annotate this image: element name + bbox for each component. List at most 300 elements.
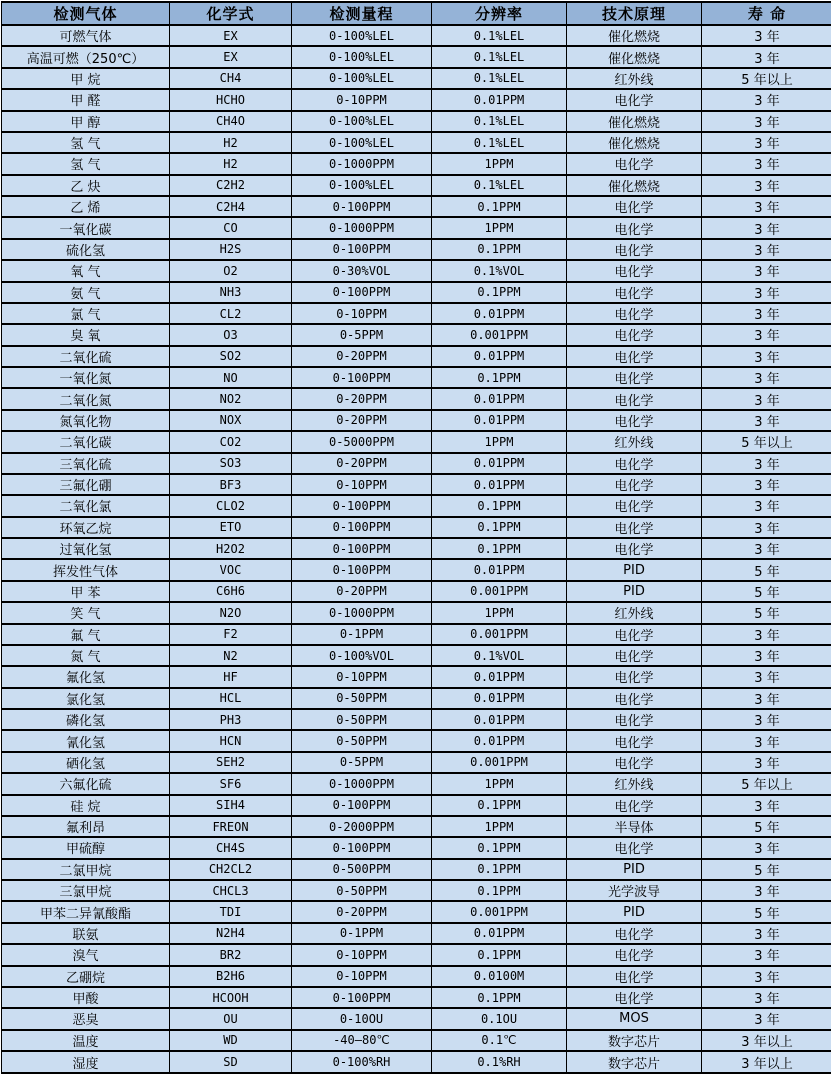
table-row: [2, 859, 831, 880]
cell-range: 0-30%VOL: [292, 260, 432, 281]
cell-formula: EX: [170, 25, 292, 46]
cell-principle: 电化学: [567, 282, 702, 303]
cell-formula: SO3: [170, 453, 292, 474]
cell-gas: 联氨: [2, 923, 170, 944]
cell-resolution: 0.1%LEL: [432, 111, 567, 132]
cell-gas: 溴气: [2, 944, 170, 965]
cell-principle: PID: [567, 559, 702, 580]
table-row: [2, 538, 831, 559]
table-row: [2, 923, 831, 944]
table-row: [2, 709, 831, 730]
cell-range: 0-20PPM: [292, 581, 432, 602]
cell-range: 0-5PPM: [292, 324, 432, 345]
cell-principle: 数字芯片: [567, 1030, 702, 1051]
cell-principle: 电化学: [567, 923, 702, 944]
table-row: [2, 260, 831, 281]
cell-gas: 臭 氧: [2, 324, 170, 345]
cell-range: 0-100PPM: [292, 196, 432, 217]
cell-resolution: 0.1PPM: [432, 239, 567, 260]
cell-formula: SEH2: [170, 752, 292, 773]
table-row: [2, 1030, 831, 1051]
cell-principle: 电化学: [567, 89, 702, 110]
table-row: [2, 645, 831, 666]
cell-lifespan: 3 年: [702, 46, 831, 67]
cell-lifespan: 3 年: [702, 538, 831, 559]
cell-lifespan: 3 年: [702, 944, 831, 965]
cell-range: 0-10OU: [292, 1008, 432, 1029]
cell-principle: 红外线: [567, 602, 702, 623]
cell-gas: 一氧化氮: [2, 367, 170, 388]
cell-gas: 甲硫醇: [2, 837, 170, 858]
cell-gas: 环氧乙烷: [2, 517, 170, 538]
cell-lifespan: 3 年: [702, 688, 831, 709]
cell-principle: 电化学: [567, 538, 702, 559]
cell-range: 0-100%LEL: [292, 132, 432, 153]
table-row: [2, 111, 831, 132]
cell-lifespan: 5 年: [702, 602, 831, 623]
table-header-row: [2, 2, 831, 25]
cell-resolution: 0.1PPM: [432, 538, 567, 559]
cell-resolution: 0.01PPM: [432, 89, 567, 110]
cell-lifespan: 3 年: [702, 175, 831, 196]
cell-resolution: 0.01PPM: [432, 410, 567, 431]
cell-formula: C2H4: [170, 196, 292, 217]
cell-lifespan: 3 年: [702, 795, 831, 816]
cell-range: 0-10PPM: [292, 966, 432, 987]
cell-resolution: 0.001PPM: [432, 624, 567, 645]
table-row: [2, 837, 831, 858]
cell-gas: 甲苯二异氰酸酯: [2, 901, 170, 922]
cell-lifespan: 3 年: [702, 730, 831, 751]
cell-principle: 电化学: [567, 517, 702, 538]
cell-gas: 可燃气体: [2, 25, 170, 46]
cell-gas: 过氧化氢: [2, 538, 170, 559]
cell-formula: WD: [170, 1030, 292, 1051]
cell-principle: 电化学: [567, 752, 702, 773]
table-row: [2, 816, 831, 837]
table-row: [2, 132, 831, 153]
table-row: [2, 175, 831, 196]
header-cell-range: 检测量程: [292, 2, 432, 25]
cell-resolution: 0.01PPM: [432, 559, 567, 580]
cell-resolution: 1PPM: [432, 153, 567, 174]
cell-range: 0-100PPM: [292, 795, 432, 816]
cell-resolution: 0.01PPM: [432, 923, 567, 944]
table-row: [2, 217, 831, 238]
cell-range: 0-20PPM: [292, 346, 432, 367]
cell-range: 0-10PPM: [292, 944, 432, 965]
header-cell-principle: 技术原理: [567, 2, 702, 25]
cell-formula: O3: [170, 324, 292, 345]
cell-gas: 二氧化氯: [2, 495, 170, 516]
cell-principle: 半导体: [567, 816, 702, 837]
cell-formula: NO2: [170, 388, 292, 409]
cell-gas: 一氧化碳: [2, 217, 170, 238]
cell-range: 0-100%LEL: [292, 175, 432, 196]
cell-gas: 二氧化氮: [2, 388, 170, 409]
cell-gas: 乙 炔: [2, 175, 170, 196]
cell-range: 0-500PPM: [292, 859, 432, 880]
cell-principle: 催化燃烧: [567, 132, 702, 153]
cell-formula: H2: [170, 153, 292, 174]
cell-resolution: 0.1PPM: [432, 196, 567, 217]
table-row: [2, 453, 831, 474]
cell-principle: 电化学: [567, 495, 702, 516]
cell-formula: CH4S: [170, 837, 292, 858]
cell-gas: 氢 气: [2, 132, 170, 153]
cell-resolution: 0.01PPM: [432, 388, 567, 409]
table-row: [2, 730, 831, 751]
table-row: [2, 303, 831, 324]
cell-principle: MOS: [567, 1008, 702, 1029]
cell-principle: 电化学: [567, 709, 702, 730]
cell-range: 0-50PPM: [292, 688, 432, 709]
cell-lifespan: 3 年: [702, 987, 831, 1008]
cell-resolution: 0.01PPM: [432, 688, 567, 709]
cell-principle: 电化学: [567, 795, 702, 816]
cell-range: 0-20PPM: [292, 453, 432, 474]
cell-resolution: 0.1OU: [432, 1008, 567, 1029]
cell-formula: ETO: [170, 517, 292, 538]
cell-formula: C6H6: [170, 581, 292, 602]
cell-range: 0-50PPM: [292, 730, 432, 751]
cell-principle: 催化燃烧: [567, 46, 702, 67]
cell-lifespan: 3 年: [702, 111, 831, 132]
cell-resolution: 0.1PPM: [432, 987, 567, 1008]
table-row: [2, 581, 831, 602]
cell-lifespan: 3 年: [702, 709, 831, 730]
cell-resolution: 0.01PPM: [432, 730, 567, 751]
cell-lifespan: 3 年: [702, 132, 831, 153]
cell-formula: BR2: [170, 944, 292, 965]
cell-range: 0-1PPM: [292, 624, 432, 645]
cell-formula: BF3: [170, 474, 292, 495]
cell-gas: 温度: [2, 1030, 170, 1051]
cell-principle: 电化学: [567, 837, 702, 858]
cell-principle: PID: [567, 859, 702, 880]
cell-principle: 电化学: [567, 153, 702, 174]
cell-principle: 电化学: [567, 645, 702, 666]
cell-lifespan: 3 年: [702, 495, 831, 516]
cell-lifespan: 3 年: [702, 923, 831, 944]
cell-gas: 乙硼烷: [2, 966, 170, 987]
cell-gas: 氯化氢: [2, 688, 170, 709]
cell-gas: 磷化氢: [2, 709, 170, 730]
cell-formula: EX: [170, 46, 292, 67]
header-cell-resolution: 分辨率: [432, 2, 567, 25]
cell-lifespan: 3 年: [702, 880, 831, 901]
cell-principle: 电化学: [567, 260, 702, 281]
cell-gas: 湿度: [2, 1051, 170, 1073]
cell-gas: 氧 气: [2, 260, 170, 281]
cell-formula: CH4O: [170, 111, 292, 132]
table-row: [2, 68, 831, 89]
cell-lifespan: 5 年: [702, 859, 831, 880]
cell-principle: 电化学: [567, 730, 702, 751]
cell-gas: 恶臭: [2, 1008, 170, 1029]
cell-principle: 电化学: [567, 303, 702, 324]
cell-resolution: 0.1%LEL: [432, 46, 567, 67]
cell-gas: 六氟化硫: [2, 773, 170, 794]
cell-formula: HCN: [170, 730, 292, 751]
cell-lifespan: 3 年以上: [702, 1030, 831, 1051]
cell-resolution: 0.1PPM: [432, 517, 567, 538]
table-row: [2, 153, 831, 174]
cell-resolution: 0.001PPM: [432, 324, 567, 345]
cell-lifespan: 3 年: [702, 837, 831, 858]
cell-lifespan: 5 年: [702, 581, 831, 602]
cell-lifespan: 3 年以上: [702, 1051, 831, 1073]
cell-principle: 电化学: [567, 666, 702, 687]
header-cell-gas: 检测气体: [2, 2, 170, 25]
cell-lifespan: 3 年: [702, 324, 831, 345]
cell-principle: 电化学: [567, 474, 702, 495]
cell-gas: 氮 气: [2, 645, 170, 666]
cell-gas: 氟 气: [2, 624, 170, 645]
cell-resolution: 0.1%VOL: [432, 645, 567, 666]
cell-formula: N2H4: [170, 923, 292, 944]
cell-range: 0-100PPM: [292, 495, 432, 516]
cell-formula: CH4: [170, 68, 292, 89]
table-row: [2, 880, 831, 901]
cell-principle: 电化学: [567, 624, 702, 645]
cell-lifespan: 3 年: [702, 153, 831, 174]
cell-gas: 硫化氢: [2, 239, 170, 260]
cell-resolution: 1PPM: [432, 602, 567, 623]
table-row: [2, 410, 831, 431]
cell-principle: 催化燃烧: [567, 111, 702, 132]
cell-range: 0-100PPM: [292, 837, 432, 858]
cell-principle: 电化学: [567, 196, 702, 217]
cell-formula: HCHO: [170, 89, 292, 110]
cell-resolution: 0.01PPM: [432, 709, 567, 730]
cell-gas: 高温可燃（250℃）: [2, 46, 170, 67]
cell-lifespan: 3 年: [702, 196, 831, 217]
cell-formula: CHCL3: [170, 880, 292, 901]
table-row: [2, 46, 831, 67]
table-row: [2, 624, 831, 645]
cell-range: 0-100%LEL: [292, 25, 432, 46]
cell-principle: 电化学: [567, 966, 702, 987]
cell-resolution: 0.1PPM: [432, 282, 567, 303]
cell-range: 0-20PPM: [292, 388, 432, 409]
cell-range: 0-50PPM: [292, 709, 432, 730]
cell-principle: 电化学: [567, 388, 702, 409]
cell-lifespan: 5 年: [702, 816, 831, 837]
table-row: [2, 987, 831, 1008]
cell-formula: CL2: [170, 303, 292, 324]
cell-range: 0-100%LEL: [292, 46, 432, 67]
cell-range: 0-100PPM: [292, 987, 432, 1008]
table-row: [2, 388, 831, 409]
cell-principle: 电化学: [567, 688, 702, 709]
cell-range: 0-20PPM: [292, 410, 432, 431]
cell-range: 0-1000PPM: [292, 153, 432, 174]
cell-lifespan: 3 年: [702, 453, 831, 474]
cell-formula: OU: [170, 1008, 292, 1029]
table-row: [2, 944, 831, 965]
cell-resolution: 0.1PPM: [432, 795, 567, 816]
table-row: [2, 517, 831, 538]
cell-formula: TDI: [170, 901, 292, 922]
table-row: [2, 901, 831, 922]
cell-lifespan: 5 年: [702, 559, 831, 580]
cell-formula: F2: [170, 624, 292, 645]
cell-formula: CO: [170, 217, 292, 238]
cell-formula: HCL: [170, 688, 292, 709]
cell-resolution: 0.1%RH: [432, 1051, 567, 1073]
cell-principle: 电化学: [567, 346, 702, 367]
cell-range: 0-100PPM: [292, 282, 432, 303]
cell-principle: 红外线: [567, 773, 702, 794]
header-cell-lifespan: 寿 命: [702, 2, 831, 25]
cell-formula: SD: [170, 1051, 292, 1073]
cell-formula: C2H2: [170, 175, 292, 196]
cell-resolution: 0.1PPM: [432, 880, 567, 901]
cell-range: 0-100%LEL: [292, 111, 432, 132]
table-row: [2, 1008, 831, 1029]
cell-gas: 三氯甲烷: [2, 880, 170, 901]
cell-formula: SO2: [170, 346, 292, 367]
cell-resolution: 1PPM: [432, 217, 567, 238]
cell-formula: CLO2: [170, 495, 292, 516]
cell-range: 0-20PPM: [292, 901, 432, 922]
cell-principle: PID: [567, 581, 702, 602]
table-row: [2, 773, 831, 794]
cell-principle: 催化燃烧: [567, 175, 702, 196]
cell-resolution: 1PPM: [432, 816, 567, 837]
cell-range: 0-100PPM: [292, 538, 432, 559]
table-row: [2, 474, 831, 495]
cell-lifespan: 3 年: [702, 410, 831, 431]
cell-lifespan: 3 年: [702, 752, 831, 773]
cell-formula: SIH4: [170, 795, 292, 816]
cell-principle: 数字芯片: [567, 1051, 702, 1073]
cell-gas: 甲 烷: [2, 68, 170, 89]
cell-resolution: 0.1PPM: [432, 837, 567, 858]
cell-range: 0-1000PPM: [292, 602, 432, 623]
cell-resolution: 0.1%LEL: [432, 68, 567, 89]
cell-formula: NO: [170, 367, 292, 388]
cell-range: -40—80℃: [292, 1030, 432, 1051]
cell-principle: 电化学: [567, 239, 702, 260]
table-row: [2, 239, 831, 260]
table-row: [2, 602, 831, 623]
cell-range: 0-1PPM: [292, 923, 432, 944]
cell-range: 0-100PPM: [292, 517, 432, 538]
cell-range: 0-5000PPM: [292, 431, 432, 452]
cell-lifespan: 3 年: [702, 624, 831, 645]
cell-formula: VOC: [170, 559, 292, 580]
cell-principle: 电化学: [567, 453, 702, 474]
cell-lifespan: 5 年以上: [702, 773, 831, 794]
cell-lifespan: 3 年: [702, 645, 831, 666]
cell-formula: SF6: [170, 773, 292, 794]
cell-principle: 电化学: [567, 367, 702, 388]
cell-gas: 硅 烷: [2, 795, 170, 816]
cell-principle: 红外线: [567, 68, 702, 89]
cell-formula: H2: [170, 132, 292, 153]
cell-resolution: 0.001PPM: [432, 752, 567, 773]
cell-lifespan: 3 年: [702, 282, 831, 303]
cell-range: 0-1000PPM: [292, 217, 432, 238]
cell-resolution: 0.1℃: [432, 1030, 567, 1051]
cell-range: 0-100PPM: [292, 559, 432, 580]
cell-range: 0-100%LEL: [292, 68, 432, 89]
cell-range: 0-2000PPM: [292, 816, 432, 837]
cell-formula: N2: [170, 645, 292, 666]
cell-principle: 红外线: [567, 431, 702, 452]
cell-gas: 氢 气: [2, 153, 170, 174]
table-row: [2, 324, 831, 345]
cell-resolution: 0.1%VOL: [432, 260, 567, 281]
cell-gas: 二氧化硫: [2, 346, 170, 367]
cell-resolution: 0.1PPM: [432, 944, 567, 965]
cell-gas: 甲酸: [2, 987, 170, 1008]
cell-formula: N2O: [170, 602, 292, 623]
cell-range: 0-10PPM: [292, 666, 432, 687]
cell-resolution: 0.01PPM: [432, 346, 567, 367]
cell-gas: 硒化氢: [2, 752, 170, 773]
cell-gas: 氰化氢: [2, 730, 170, 751]
cell-formula: NOX: [170, 410, 292, 431]
table-row: [2, 25, 831, 46]
table-row: [2, 752, 831, 773]
cell-range: 0-10PPM: [292, 303, 432, 324]
cell-lifespan: 5 年以上: [702, 68, 831, 89]
cell-range: 0-100PPM: [292, 367, 432, 388]
cell-gas: 甲 苯: [2, 581, 170, 602]
cell-lifespan: 3 年: [702, 260, 831, 281]
cell-formula: H2O2: [170, 538, 292, 559]
cell-gas: 笑 气: [2, 602, 170, 623]
cell-lifespan: 5 年以上: [702, 431, 831, 452]
cell-lifespan: 3 年: [702, 474, 831, 495]
cell-gas: 乙 烯: [2, 196, 170, 217]
cell-formula: O2: [170, 260, 292, 281]
table-row: [2, 495, 831, 516]
cell-range: 0-100%VOL: [292, 645, 432, 666]
cell-resolution: 0.1%LEL: [432, 175, 567, 196]
cell-resolution: 0.01PPM: [432, 303, 567, 324]
cell-gas: 甲 醇: [2, 111, 170, 132]
cell-formula: CH2CL2: [170, 859, 292, 880]
cell-lifespan: 3 年: [702, 346, 831, 367]
cell-lifespan: 3 年: [702, 239, 831, 260]
cell-formula: HF: [170, 666, 292, 687]
cell-lifespan: 3 年: [702, 217, 831, 238]
cell-formula: B2H6: [170, 966, 292, 987]
cell-lifespan: 3 年: [702, 666, 831, 687]
cell-principle: PID: [567, 901, 702, 922]
table-row: [2, 431, 831, 452]
cell-formula: HCOOH: [170, 987, 292, 1008]
table-row: [2, 367, 831, 388]
cell-lifespan: 3 年: [702, 367, 831, 388]
cell-range: 0-10PPM: [292, 474, 432, 495]
cell-principle: 光学波导: [567, 880, 702, 901]
cell-formula: H2S: [170, 239, 292, 260]
cell-resolution: 0.01PPM: [432, 453, 567, 474]
table-row: [2, 1051, 831, 1073]
table-row: [2, 795, 831, 816]
table-row: [2, 666, 831, 687]
cell-resolution: 0.001PPM: [432, 581, 567, 602]
cell-resolution: 0.01PPM: [432, 474, 567, 495]
cell-gas: 氨 气: [2, 282, 170, 303]
cell-lifespan: 3 年: [702, 89, 831, 110]
cell-principle: 电化学: [567, 217, 702, 238]
